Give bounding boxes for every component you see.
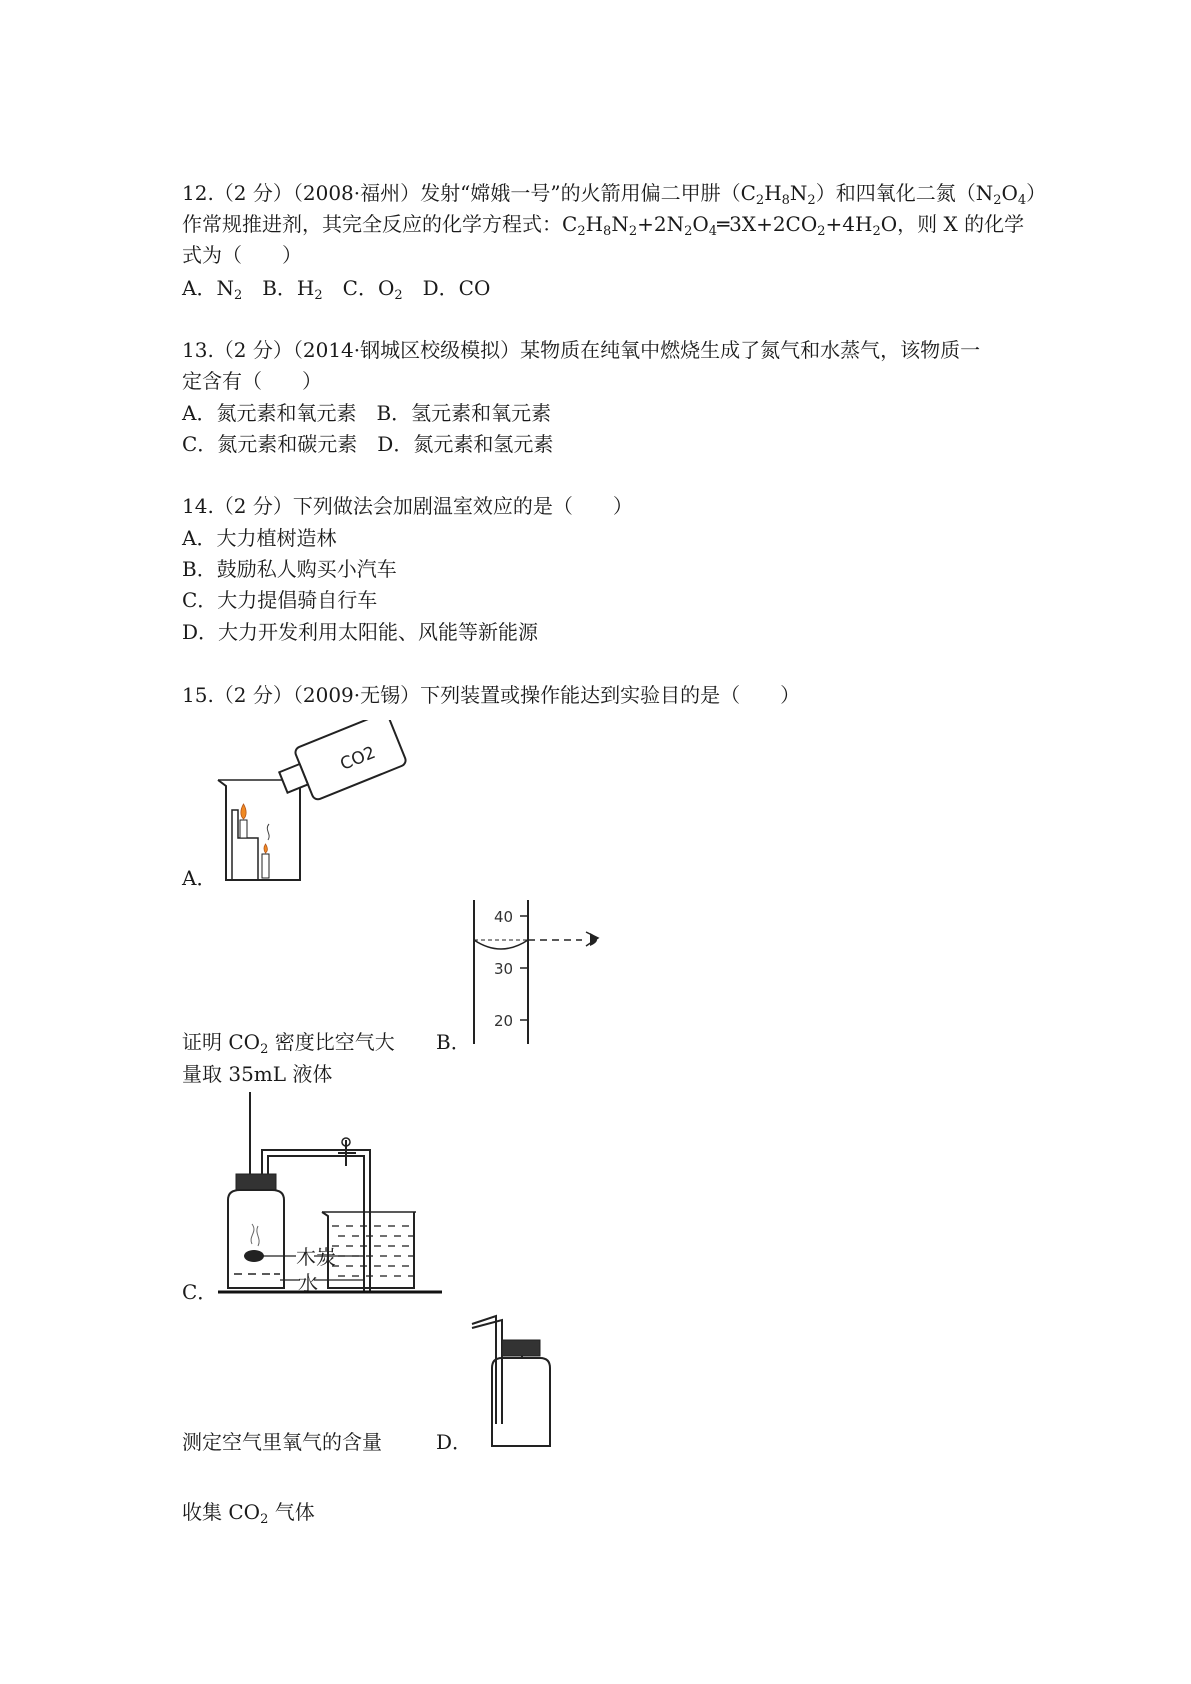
q13-line-1: 13.（2 分）（2014·钢城区校级模拟）某物质在纯氧中燃烧生成了氮气和水蒸气，该物质一 <box>182 338 981 362</box>
figure-d-gas-bottle <box>466 1312 556 1452</box>
q14-option-d: D．大力开发利用太阳能、风能等新能源 <box>182 620 539 644</box>
q15-a-label: A． <box>182 866 217 890</box>
eye-icon <box>586 932 598 946</box>
q14-option-b: B．鼓励私人购买小汽车 <box>182 557 397 581</box>
q15-c-caption: 测定空气里氧气的含量 <box>182 1430 382 1454</box>
figure-c-oxygen-apparatus <box>214 1092 454 1302</box>
q14-option-a: A．大力植树造林 <box>182 526 337 550</box>
q13-options-ab: A．氮元素和氧元素 B．氢元素和氧元素 <box>182 401 552 425</box>
clamp-icon <box>338 1138 356 1166</box>
q12-options: A．$N_2$ B．$H_2$ C．$O_2$ D．CO <box>182 276 491 303</box>
q12-line-3: 式为（ ） <box>182 243 302 267</box>
q14-option-c: C．大力提倡骑自行车 <box>182 588 378 612</box>
figure-c-label-charcoal: 木炭 <box>296 1245 336 1269</box>
q15-d-label: D． <box>436 1430 473 1454</box>
q15-line-1: 15.（2 分）（2009·无锡）下列装置或操作能达到实验目的是（ ） <box>182 683 801 707</box>
q13-line-2: 定含有（ ） <box>182 369 322 393</box>
figure-b-tick-30: 30 <box>494 960 514 978</box>
figure-b-tick-20: 20 <box>494 1012 514 1030</box>
q15-d-caption: 收集 $CO_2$ 气体 <box>182 1500 315 1527</box>
figure-a-co2-candles <box>214 720 414 885</box>
q15-c-label: C． <box>182 1280 218 1304</box>
q15-b-caption: 量取 35mL 液体 <box>182 1062 333 1086</box>
figure-c-label-water: 水 <box>298 1271 318 1295</box>
q15-a-caption: 证明 $CO_2$ 密度比空气大 <box>182 1030 395 1057</box>
q13-options-cd: C．氮元素和碳元素 D．氮元素和氢元素 <box>182 432 554 456</box>
q14-line-1: 14.（2 分）下列做法会加剧温室效应的是（ ） <box>182 494 633 518</box>
figure-a-bottle-label: CO2 <box>337 742 379 775</box>
q12-line-2: 作常规推进剂，其完全反应的化学方程式：$C_2H_8N_2+2N_2O_4═3X+2CO_2+4H_2O$，则 X 的化学 <box>182 212 1025 239</box>
q12-line-1: 12.（2 分）（2008·福州）发射“嫦娥一号”的火箭用偏二甲肼$(C_2H_8N_2)$和四氧化二氮$(N_2O_4)$ <box>182 181 1047 208</box>
figure-b-tick-40: 40 <box>494 908 514 926</box>
q15-b-label: B． <box>436 1030 471 1054</box>
figure-b-graduated-cylinder <box>470 900 620 1048</box>
